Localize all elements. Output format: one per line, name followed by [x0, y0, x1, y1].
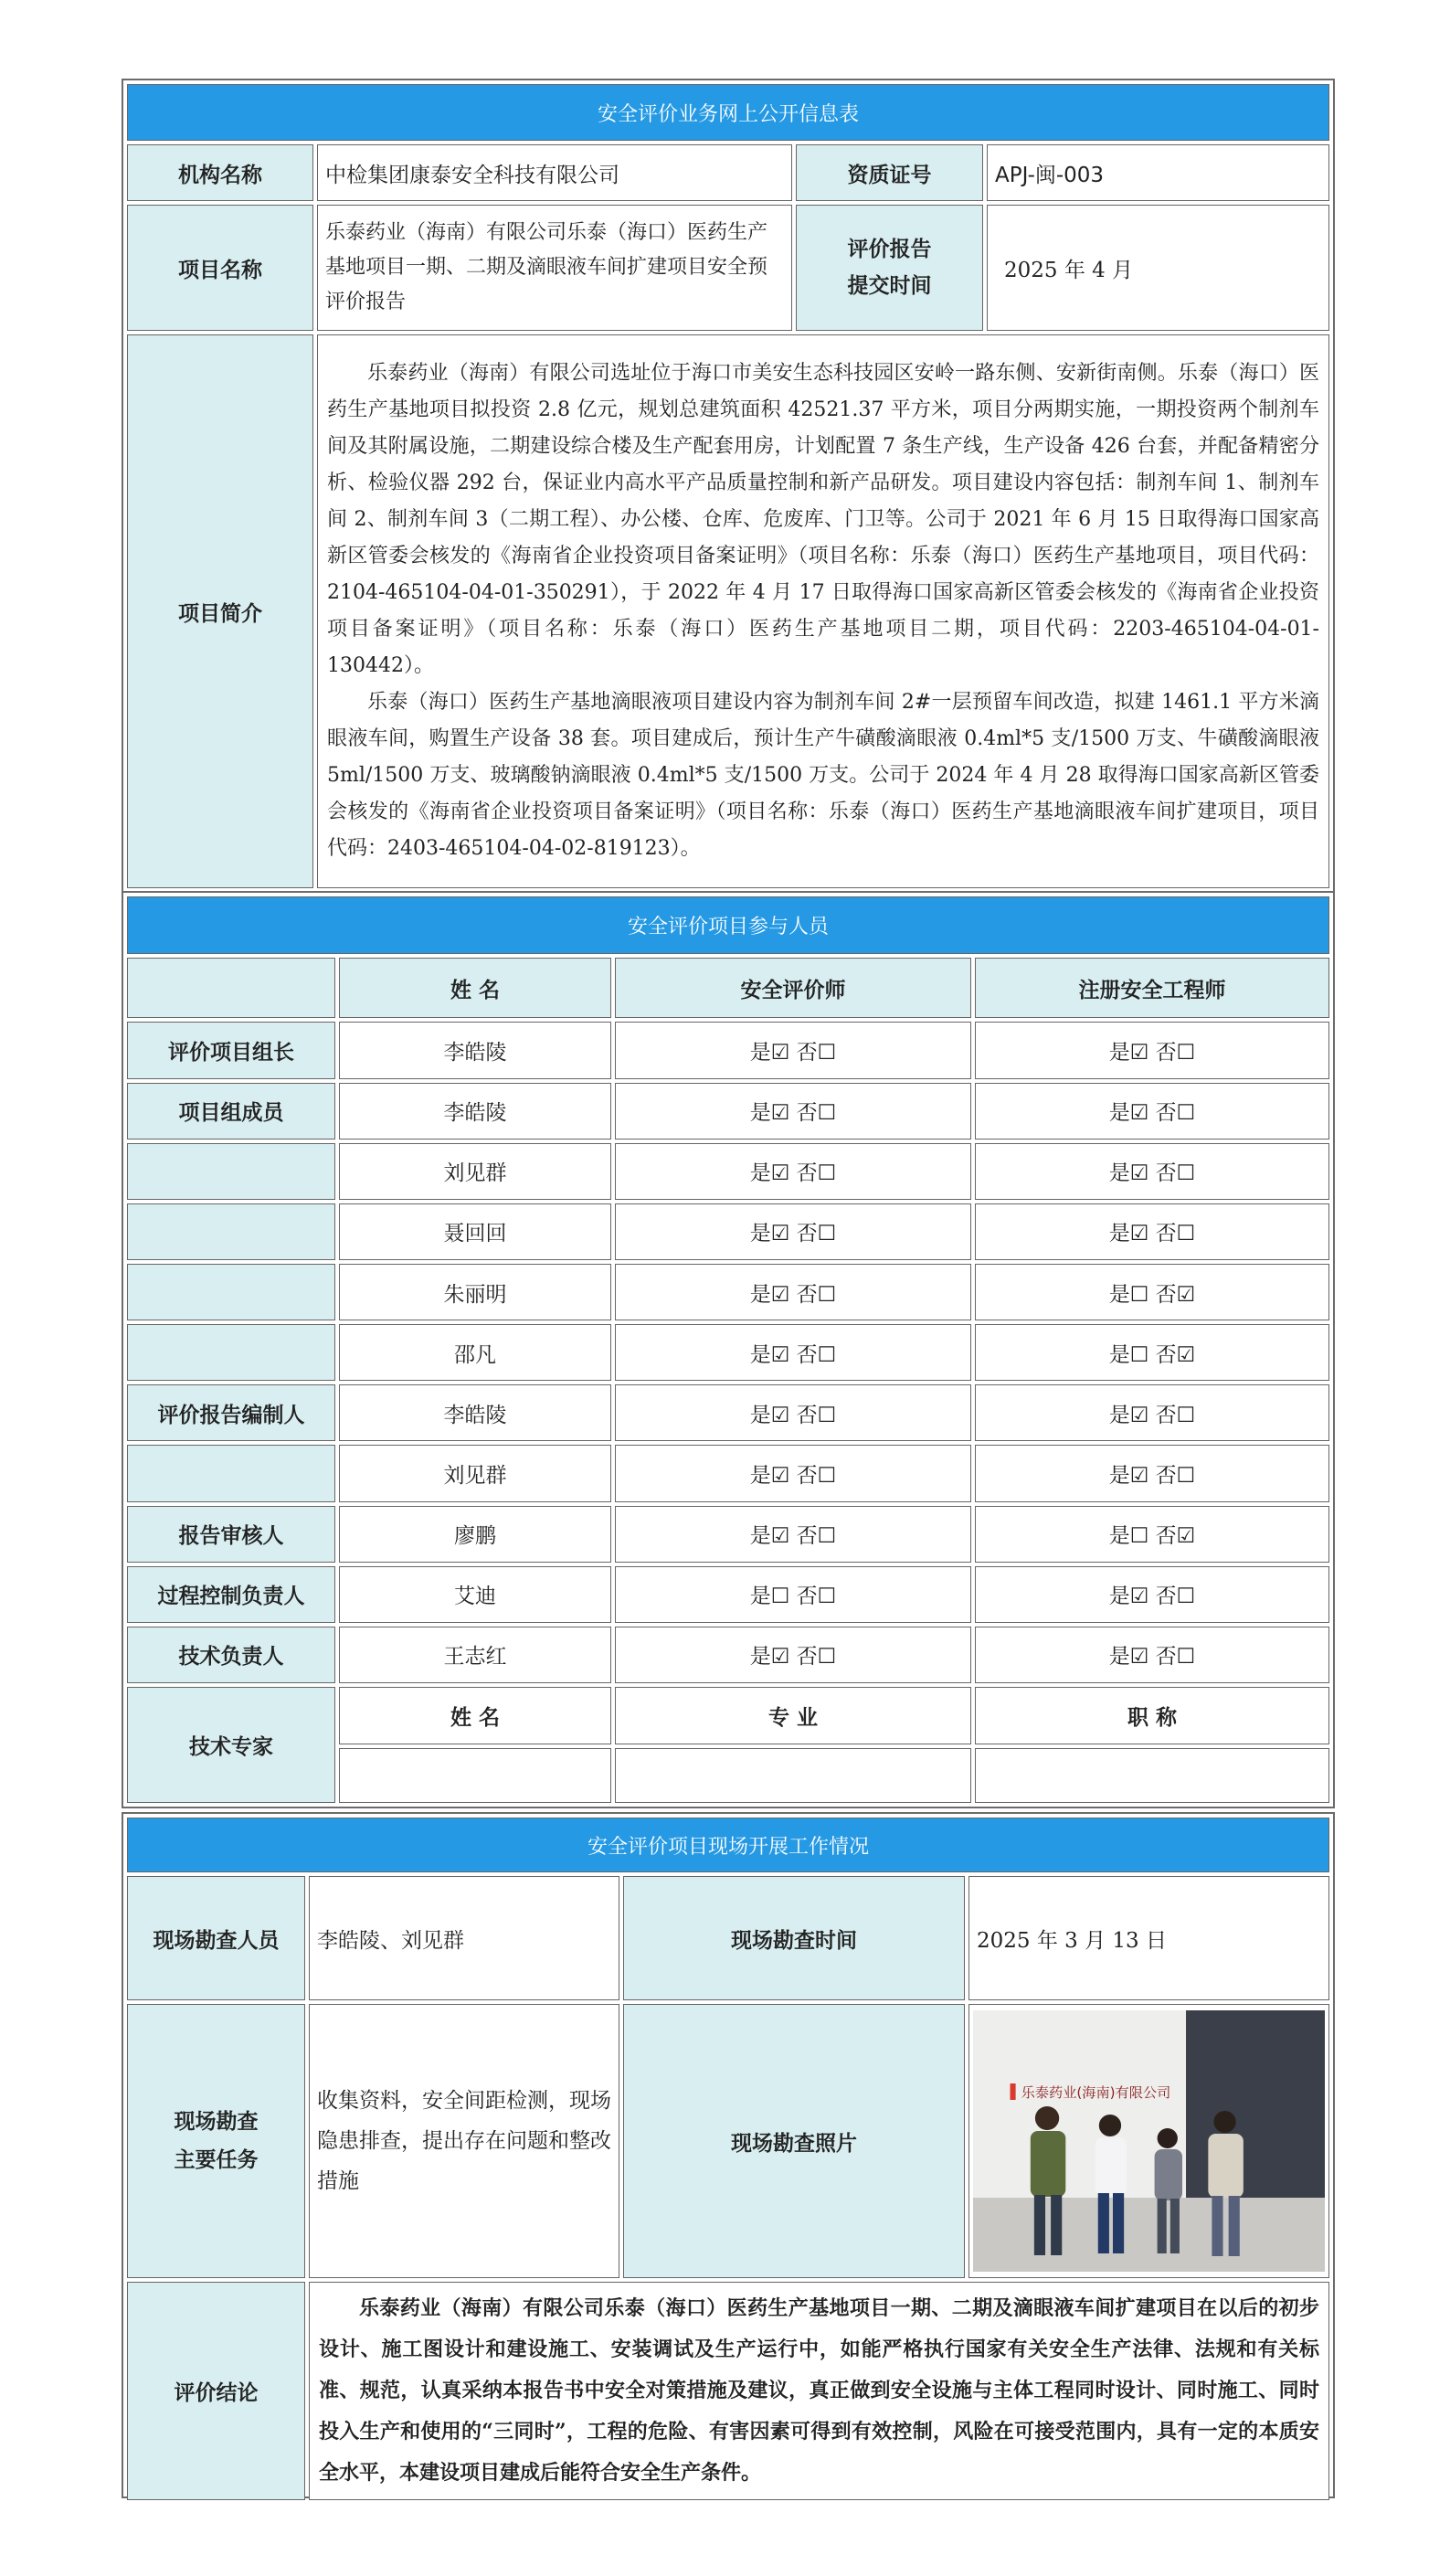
engineer-check-cell: 是☑ 否☐: [975, 1445, 1329, 1501]
personnel-row: [127, 1083, 1329, 1140]
site-photo-image: [973, 2010, 1325, 2272]
engineer-check-cell: 是☑ 否☐: [975, 1384, 1329, 1441]
section-title: 安全评价项目参与人员: [127, 896, 1329, 954]
engineer-check-cell: 是☐ 否☑: [975, 1506, 1329, 1563]
photo-cell: [968, 2004, 1329, 2278]
time-label: 现场勘查时间: [623, 1876, 965, 2000]
evaluator-check-cell: 是☑ 否☐: [615, 1627, 971, 1683]
staff-label: 现场勘查人员: [127, 1876, 305, 2000]
role-cell: 报告审核人: [127, 1506, 335, 1563]
role-cell: [127, 1324, 335, 1381]
evaluator-check-cell: 是☑ 否☐: [615, 1384, 971, 1441]
personnel-row: [127, 1566, 1329, 1623]
personnel-row: [127, 1022, 1329, 1078]
task-value: 收集资料，安全间距检测，现场隐患排查，提出存在问题和整改措施: [309, 2004, 619, 2278]
task-label: [127, 2004, 305, 2278]
role-cell: [127, 1445, 335, 1501]
expert-label: 技术专家: [127, 1687, 335, 1803]
person-name-cell: 王志红: [339, 1627, 611, 1683]
evaluator-check-cell: 是☑ 否☐: [615, 1083, 971, 1140]
site-work-section: [122, 1812, 1335, 2498]
intro-paragraph-2: 乐泰（海口）医药生产基地滴眼液项目建设内容为制剂车间 2#一层预留车间改造，拟建 1461.1 平方米滴眼液车间，购置生产设备 38 套。项目建成后，预计生产牛磺酸滴眼液 0.4ml*5 支/1500 万支、牛磺酸滴眼液 5ml/1500 万支、玻璃酸钠滴眼液 0.4ml*5 支/1500 万支。公司于 2024 年 4 月 28 取得海口国家高新区管委会核发的《海南省企业投资项目备案证明》（项目名称：乐泰（海口）医药生产基地滴眼液车间扩建项目，项目代码：2403-465104-04-02-819123）。: [327, 691, 1319, 860]
task-label-line1: 现场勘查: [174, 2110, 259, 2134]
submit-label-line2: 提交时间: [847, 274, 932, 298]
evaluator-check-cell: 是☑ 否☐: [615, 1264, 971, 1320]
person-name-cell: 刘见群: [339, 1143, 611, 1200]
org-label: 机构名称: [127, 144, 313, 201]
role-cell: [127, 1203, 335, 1260]
engineer-check-cell: 是☑ 否☐: [975, 1083, 1329, 1140]
person-name-cell: 邵凡: [339, 1324, 611, 1381]
engineer-check-cell: 是☐ 否☑: [975, 1324, 1329, 1381]
person-name-cell: 李皓陵: [339, 1083, 611, 1140]
expert-major-cell: [615, 1748, 971, 1803]
personnel-row: [127, 1143, 1329, 1200]
evaluator-check-cell: 是☑ 否☐: [615, 1143, 971, 1200]
engineer-check-cell: 是☑ 否☐: [975, 1143, 1329, 1200]
role-cell: 项目组成员: [127, 1083, 335, 1140]
intro-paragraph-1: 乐泰药业（海南）有限公司选址位于海口市美安生态科技园区安岭一路东侧、安新街南侧。乐泰（海口）医药生产基地项目拟投资 2.8 亿元，规划总建筑面积 42521.37 平方米，项目分两期实施，一期投资两个制剂车间及其附属设施，二期建设综合楼及生产配套用房，计划配置 7 条生产线，生产设备 426 台套，并配备精密分析、检验仪器 292 台，保证业内高水平产品质量控制和新产品研发。项目建设内容包括：制剂车间 1、制剂车间 2、制剂车间 3（二期工程）、办公楼、仓库、危废库、门卫等。公司于 2021 年 6 月 15 日取得海口国家高新区管委会核发的《海南省企业投资项目备案证明》（项目名称：乐泰（海口）医药生产基地项目，项目代码：2104-465104-04-01-350291），于 2022 年 4 月 17 日取得海口国家高新区管委会核发的《海南省企业投资项目备案证明》（项目名称：乐泰（海口）医药生产基地项目二期，项目代码：2203-465104-04-01-130442）。: [327, 362, 1319, 677]
engineer-check-cell: 是☐ 否☑: [975, 1264, 1329, 1320]
evaluator-check-cell: 是☑ 否☐: [615, 1324, 971, 1381]
personnel-row: [127, 1506, 1329, 1563]
conclusion-label: 评价结论: [127, 2282, 305, 2500]
engineer-check-cell: 是☑ 否☐: [975, 1566, 1329, 1623]
expert-col-name: 姓 名: [339, 1687, 611, 1744]
personnel-row: [127, 1264, 1329, 1320]
role-cell: [127, 1143, 335, 1200]
site-photo: [973, 2010, 1325, 2272]
cert-value: APJ-闽-003: [987, 144, 1329, 201]
intro-label: 项目简介: [127, 334, 313, 888]
evaluator-check-cell: 是☑ 否☐: [615, 1203, 971, 1260]
role-cell: 评价报告编制人: [127, 1384, 335, 1441]
evaluator-check-cell: 是☑ 否☐: [615, 1506, 971, 1563]
project-value: 乐泰药业（海南）有限公司乐泰（海口）医药生产基地项目一期、二期及滴眼液车间扩建项目安全预评价报告: [317, 205, 792, 331]
cert-label: 资质证号: [796, 144, 983, 201]
col-name-header: 姓 名: [339, 958, 611, 1018]
photo-sign-text: 乐泰药业(海南)有限公司: [1021, 2084, 1171, 2101]
time-value: 2025 年 3 月 13 日: [968, 1876, 1329, 2000]
role-cell: [127, 1264, 335, 1320]
personnel-row: [127, 1445, 1329, 1501]
conclusion-text: 乐泰药业（海南）有限公司乐泰（海口）医药生产基地项目一期、二期及滴眼液车间扩建项目在以后的初步设计、施工图设计和建设施工、安装调试及生产运行中，如能严格执行国家有关安全生产法律、法规和有关标准、规范，认真采纳本报告书中安全对策措施及建议，真正做到安全设施与主体工程同时设计、同时施工、同时投入生产和使用的“三同时”，工程的危险、有害因素可得到有效控制，风险在可接受范围内，具有一定的本质安全水平，本建设项目建成后能符合安全生产条件。: [309, 2282, 1329, 2500]
staff-value: 李皓陵、刘见群: [309, 1876, 619, 2000]
info-section: [122, 79, 1335, 894]
engineer-check-cell: 是☑ 否☐: [975, 1627, 1329, 1683]
intro-text: [317, 334, 1329, 888]
evaluator-check-cell: 是☐ 否☐: [615, 1566, 971, 1623]
evaluator-check-cell: 是☑ 否☐: [615, 1445, 971, 1501]
col-engineer-header: 注册安全工程师: [975, 958, 1329, 1018]
org-value: 中检集团康泰安全科技有限公司: [317, 144, 792, 201]
project-label: 项目名称: [127, 205, 313, 331]
personnel-row: [127, 1627, 1329, 1683]
engineer-check-cell: 是☑ 否☐: [975, 1022, 1329, 1078]
role-cell: 过程控制负责人: [127, 1566, 335, 1623]
personnel-section: [122, 891, 1335, 1808]
person-name-cell: 李皓陵: [339, 1384, 611, 1441]
expert-col-title: 职 称: [975, 1687, 1329, 1744]
personnel-row: [127, 1203, 1329, 1260]
submit-time-label: [796, 205, 983, 331]
task-label-line2: 主要任务: [174, 2148, 259, 2172]
person-name-cell: 朱丽明: [339, 1264, 611, 1320]
personnel-row: [127, 1384, 1329, 1441]
person-name-cell: 刘见群: [339, 1445, 611, 1501]
role-cell: 评价项目组长: [127, 1022, 335, 1078]
evaluator-check-cell: 是☑ 否☐: [615, 1022, 971, 1078]
person-name-cell: 聂回回: [339, 1203, 611, 1260]
col-evaluator-header: 安全评价师: [615, 958, 971, 1018]
expert-name-cell: [339, 1748, 611, 1803]
photo-label: 现场勘查照片: [623, 2004, 965, 2278]
header-blank: [127, 958, 335, 1018]
section-title: 安全评价项目现场开展工作情况: [127, 1818, 1329, 1872]
role-cell: 技术负责人: [127, 1627, 335, 1683]
expert-title-cell: [975, 1748, 1329, 1803]
submit-time-value: 2025 年 4 月: [987, 205, 1329, 331]
person-name-cell: 艾迪: [339, 1566, 611, 1623]
section-title: 安全评价业务网上公开信息表: [127, 84, 1329, 141]
engineer-check-cell: 是☑ 否☐: [975, 1203, 1329, 1260]
expert-col-major: 专 业: [615, 1687, 971, 1744]
submit-label-line1: 评价报告: [847, 238, 932, 261]
person-name-cell: 廖鹏: [339, 1506, 611, 1563]
personnel-row: [127, 1324, 1329, 1381]
person-name-cell: 李皓陵: [339, 1022, 611, 1078]
